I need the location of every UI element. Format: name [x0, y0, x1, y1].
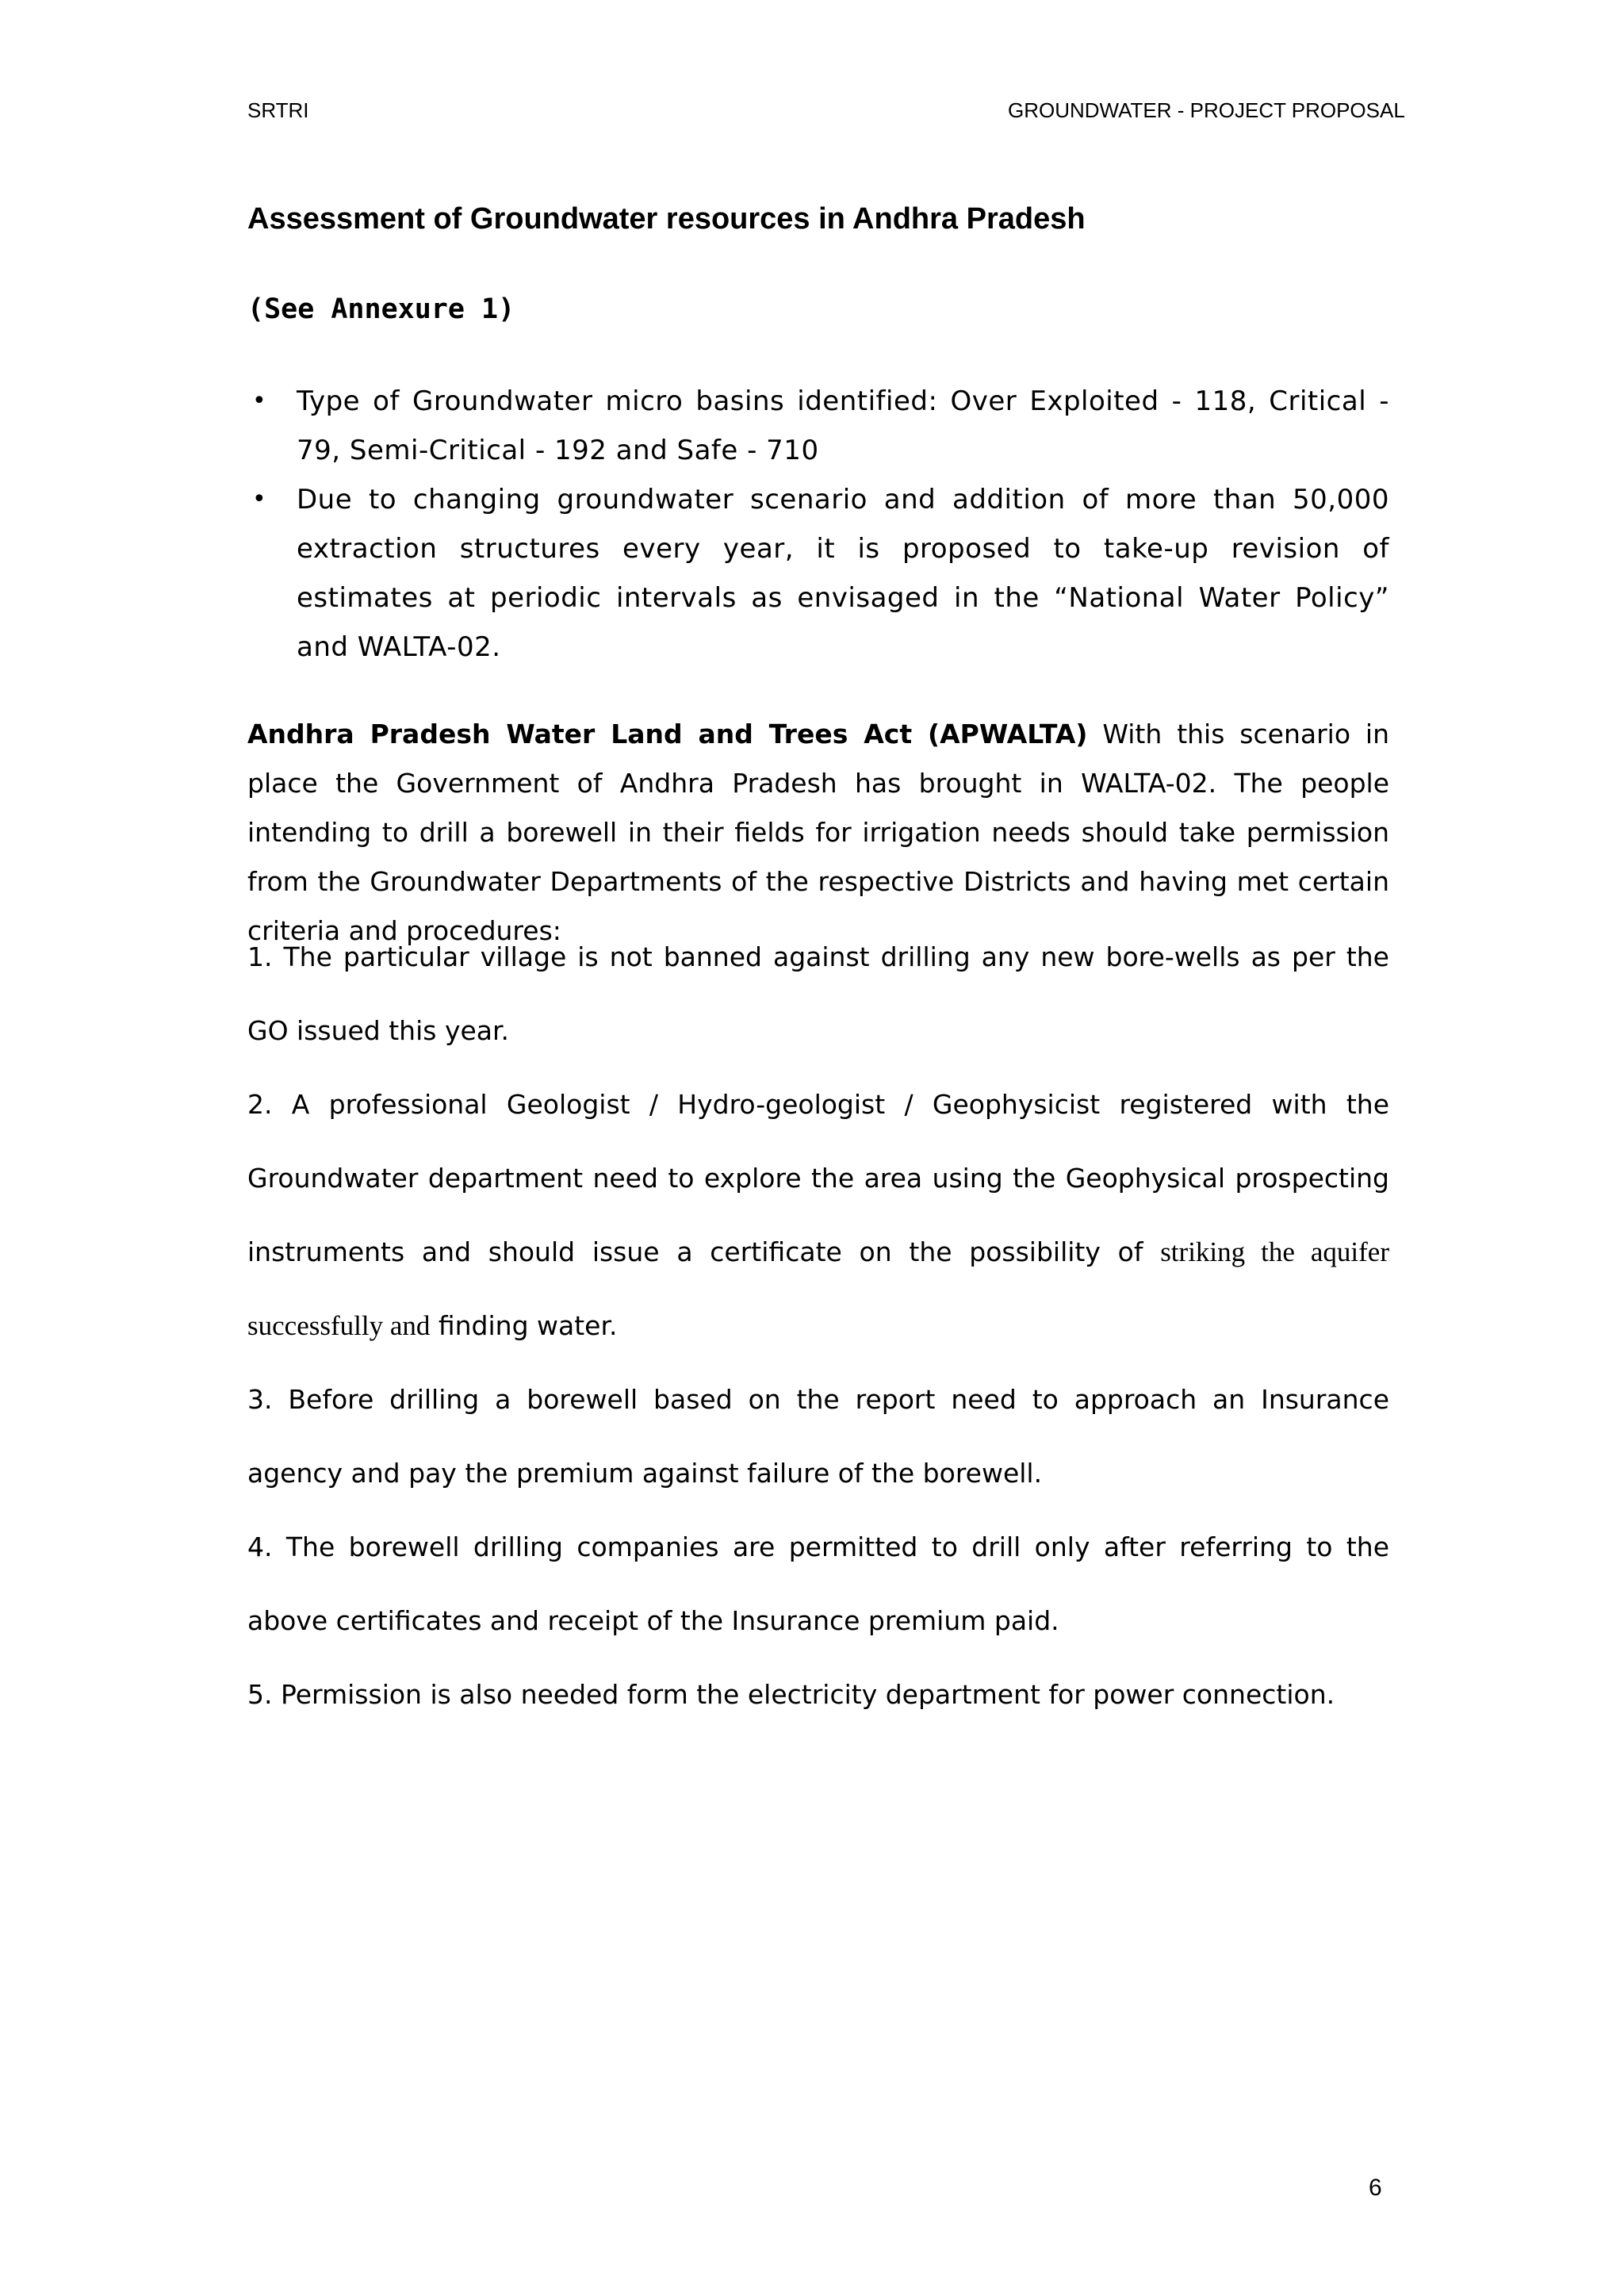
apwalta-paragraph [247, 710, 1389, 956]
bullet-icon: • [252, 485, 267, 513]
procedure-step [247, 1068, 1389, 1363]
procedure-step: 1. The particular village is not banned against drilling any new bore-wells as per the GO issued this year. [247, 941, 1389, 1046]
bullet-item [247, 377, 1389, 475]
bullet-text: Type of Groundwater micro basins identified: Over Exploited - 118, Critical - 79, Semi-Critical - 192 and Safe - 710 [297, 385, 1389, 466]
header-document-title: GROUNDWATER - PROJECT PROPOSAL [1008, 98, 1405, 122]
apwalta-lead: Andhra Pradesh Water Land and Trees Act (APWALTA) [247, 719, 1088, 749]
procedure-step: 3. Before drilling a borewell based on the report need to approach an Insurance agency and pay the premium against failure of the borewell. [247, 1384, 1389, 1489]
basin-bullet-list [247, 377, 1389, 672]
bullet-item [247, 475, 1389, 672]
step-text-serif: striking the aquifer successfully and [247, 1236, 1389, 1341]
step-text-end: finding water. [430, 1310, 618, 1341]
bullet-text: Due to changing groundwater scenario and addition of more than 50,000 extraction structures every year, it is proposed to take-up revision of estimates at periodic intervals as envisaged in the “National Water Policy” and WALTA-02. [297, 484, 1389, 663]
header-organization: SRTRI [247, 98, 309, 122]
annexure-reference: (See Annexure 1) [247, 293, 515, 325]
procedure-step: 4. The borewell drilling companies are permitted to drill only after referring to the above certificates and receipt of the Insurance premium paid. [247, 1531, 1389, 1636]
apwalta-text: With this scenario in place the Government of Andhra Pradesh has brought in WALTA-02. The people intending to drill a borewell in their fields for irrigation needs should take permission from the Groundwater Departments of the respective Districts and having met certain criteria and procedures: [247, 719, 1389, 946]
step-text-start: 2. A professional Geologist / Hydro-geologist / Geophysicist registered with the Groundwater department need to explore the area using the Geophysical prospecting instruments and should issue a certificate on the possibility of [247, 1089, 1389, 1267]
procedure-steps [247, 920, 1389, 1731]
procedure-step: 5. Permission is also needed form the electricity department for power connection. [247, 1679, 1335, 1710]
section-title: Assessment of Groundwater resources in Andhra Pradesh [247, 202, 1086, 236]
page-number: 6 [1369, 2175, 1382, 2201]
bullet-icon: • [252, 387, 267, 415]
